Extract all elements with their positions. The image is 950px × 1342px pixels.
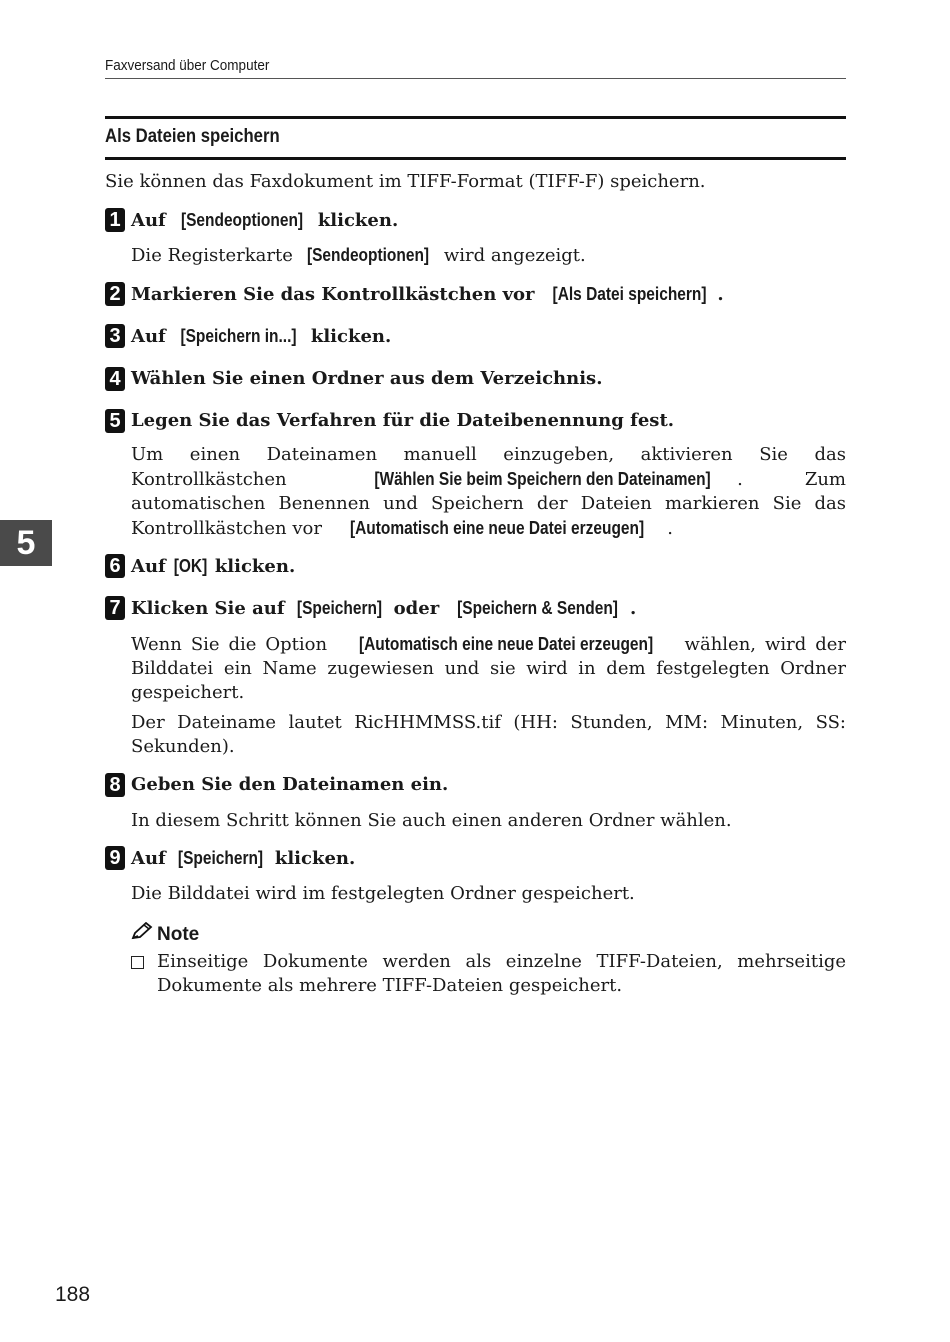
step-title: Markieren Sie das Kontrollkästchen vor [Als Datei speichern] . — [131, 284, 724, 305]
pencil-icon — [131, 922, 153, 946]
page-number: 188 — [55, 1283, 91, 1306]
step-title: Auf [OK] klicken. — [131, 556, 296, 577]
section-rule-bottom — [105, 157, 846, 160]
step-number: 2 — [105, 282, 125, 306]
note-text: Einseitige Dokumente werden als einzelne TIFF-Dateien, mehrseitige Dokumente als mehrere TIFF-Dateien gespeichert. — [157, 951, 846, 996]
step-body: Um einen Dateinamen manuell einzugeben, aktivieren Sie das Kontrollkästchen [Wählen Sie beim Speichern den Dateinamen] . Zum automatischen Benennen und Speichern der Dateien markieren Sie das Kontrollkästchen vor [Automatisch eine neue Datei erzeugen] . — [131, 444, 846, 539]
step-number: 9 — [105, 846, 125, 870]
checkbox-bullet-icon — [131, 956, 144, 969]
step-body: Die Registerkarte [Sendeoptionen] wird angezeigt. — [131, 245, 586, 266]
section-title: Als Dateien speichern — [105, 126, 280, 147]
step-number: 4 — [105, 367, 125, 391]
running-header: Faxversand über Computer — [105, 57, 270, 74]
step-body: Die Bilddatei wird im festgelegten Ordner gespeichert. — [131, 883, 635, 904]
intro-paragraph: Sie können das Faxdokument im TIFF-Format (TIFF-F) speichern. — [105, 171, 706, 192]
step-body: Wenn Sie die Option [Automatisch eine neue Datei erzeugen] wählen, wird der Bilddatei ein Name zugewiesen und sie wird in dem festgelegten Ordner gespeichert. — [131, 634, 846, 703]
step-number: 1 — [105, 208, 125, 232]
step-body-filename: Der Dateiname lautet RicHHMMSS.tif (HH: Stunden, MM: Minuten, SS: Sekunden). — [131, 712, 846, 757]
step-number: 7 — [105, 596, 125, 620]
step-title: Geben Sie den Dateinamen ein. — [131, 774, 449, 795]
step-number: 3 — [105, 324, 125, 348]
step-number: 5 — [105, 409, 125, 433]
step-body: In diesem Schritt können Sie auch einen anderen Ordner wählen. — [131, 810, 732, 831]
step-title: Auf [Sendeoptionen] klicken. — [131, 210, 399, 231]
step-title: Klicken Sie auf [Speichern] oder [Speichern & Senden] . — [131, 598, 637, 619]
chapter-tab: 5 — [0, 520, 52, 566]
section-rule-top — [105, 116, 846, 119]
step-number: 8 — [105, 773, 125, 797]
note-heading: Note — [131, 922, 199, 946]
step-title: Legen Sie das Verfahren für die Dateibenennung fest. — [131, 410, 675, 431]
step-title: Auf [Speichern] klicken. — [131, 848, 356, 869]
header-divider — [105, 78, 846, 79]
step-title: Auf [Speichern in...] klicken. — [131, 326, 392, 347]
step-title: Wählen Sie einen Ordner aus dem Verzeichnis. — [131, 368, 603, 389]
step-number: 6 — [105, 554, 125, 578]
